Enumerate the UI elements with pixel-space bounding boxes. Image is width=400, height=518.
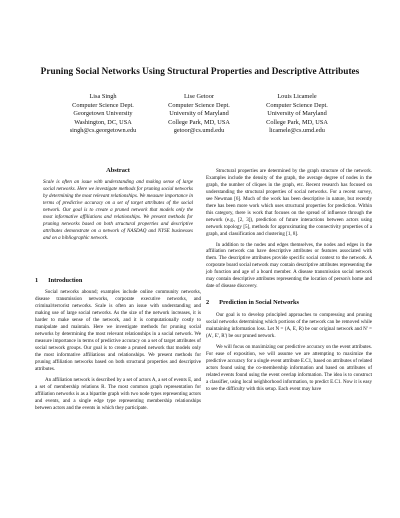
author-org: University of Maryland (169, 110, 229, 118)
author-dept: Computer Science Dept. (168, 101, 230, 109)
intro-paragraph-1: Social networks abound; examples include online community networks, disease transmission networks, corporate executive networks, and criminal/terrorist networks. Scale is often an issue with understanding and making use of large social networks. As the size of the network increases, it is harder to make sense of the network, and it is computationally costly to manipulate and maintain. Here we investigate methods for pruning social networks by determining the most relevant relationships in a social network. We measure importance in terms of predictive accuracy on a set of target attributes of social network groups. Our goal is to create a pruned network that models only the most informative affiliations and relationships. We present methods for pruning affiliation networks based on both structural properties and descriptive attributes. (35, 289, 201, 372)
author-name: Lisa Singh (89, 93, 117, 100)
author-name: Louis Licamele (277, 93, 317, 100)
section-title: Introduction (48, 276, 83, 284)
author-email: licamele@cs.umd.edu (269, 127, 325, 135)
author-city: College Park, MD, USA (168, 118, 230, 126)
author-city: College Park, MD, USA (266, 118, 328, 126)
section-number: 1 (35, 276, 39, 284)
abstract-heading: Abstract (106, 167, 130, 174)
body-paragraph-structural: Structural properties are determined by the graph structure of the network. Examples include the density of the graph, the average degree of nodes in the graph, the number of cliques in the graph, etc. Recent research has focused on understanding the structural properties of social networks. For a recent survey, see Newman [6]. Much of the work has been descriptive in nature, but recently there has been more work which uses structural properties for prediction. Within this category, there is work that focuses on the spread of influence through the network (e.g., [2, 3]), prediction of future interactions between actors using network topology [5], methods for approximating the connectivity properties of a graph, and classification and clustering [1, 8]. (206, 168, 372, 237)
section-title: Prediction in Social Networks (219, 299, 299, 307)
section2-paragraph-2: We will focus on maximizing our predictive accuracy on the event attributes. For ease of exposition, we will assume we are attempting to maximize the predictive accuracy for a single event attribute E.C1, based on attributes of related actors found using the co-membership information and based on attributes of related events found using the event overlap information. The idea is to construct a classifier, using local neighborhood information, to predict E.C1. Now it is easy to see the difficulty with this setup. Each event may have (206, 343, 372, 392)
author-dept: Computer Science Dept. (72, 101, 134, 109)
author-org: University of Maryland (267, 110, 327, 118)
author-name: Lise Getoor (184, 93, 214, 100)
paper-title: Pruning Social Networks Using Structural Properties and Descriptive Attributes (40, 66, 360, 76)
author-dept: Computer Science Dept. (266, 101, 328, 109)
author-3 (232, 93, 362, 136)
author-email: singh@cs.georgetown.edu (69, 127, 137, 135)
body-paragraph-descriptive: In addition to the nodes and edges themselves, the nodes and edges in the affiliation network can have descriptive attributes or features associated with them. The descriptive attributes provide specific social context to the network. A corporate board social network may contain descriptive attributes representing the job function and age of a board member. A disease transmission social network may contain descriptive attributes representing the location of person's home and date of disease discovery. (206, 241, 372, 290)
author-city: Washington, DC, USA (74, 118, 132, 126)
intro-paragraph-2: An affiliation network is described by a set of actors A, a set of events E, and a set of membership relations R. The most common graph representation for affiliation networks is as a bipartite graph with two node types representing actors and events, and a single edge type representing membership relationships between actors and the events in which they participate. (35, 376, 201, 411)
abstract-text: Scale is often an issue with understanding and making sense of large social networks. Here we investigate methods for pruning social networks by determining the most relevant relationships. We measure importance in terms of predictive accuracy on a set of target attributes of the social network. Our goal is to create a pruned network that models only the most informative affiliations and relationships. We present methods for pruning networks based on both structural properties and descriptive attributes demonstrate on a network of NASDAQ and NYSE businesses and on a bibliographic network. (43, 178, 193, 241)
section-number: 2 (206, 299, 210, 307)
author-org: Georgetown University (73, 110, 133, 118)
left-column (35, 168, 201, 416)
author-email: getoor@cs.umd.edu (173, 127, 225, 135)
section-heading-prediction (206, 300, 372, 307)
section2-paragraph-1: Our goal is to develop principled approaches to compressing and pruning social networks determining which portions of the network can be removed while maintaining information loss. Let N = (A, E, R) be our original network and N' = (A', E', R') be our pruned network. (206, 312, 372, 340)
right-column (206, 168, 372, 397)
section-heading-introduction (35, 278, 201, 285)
